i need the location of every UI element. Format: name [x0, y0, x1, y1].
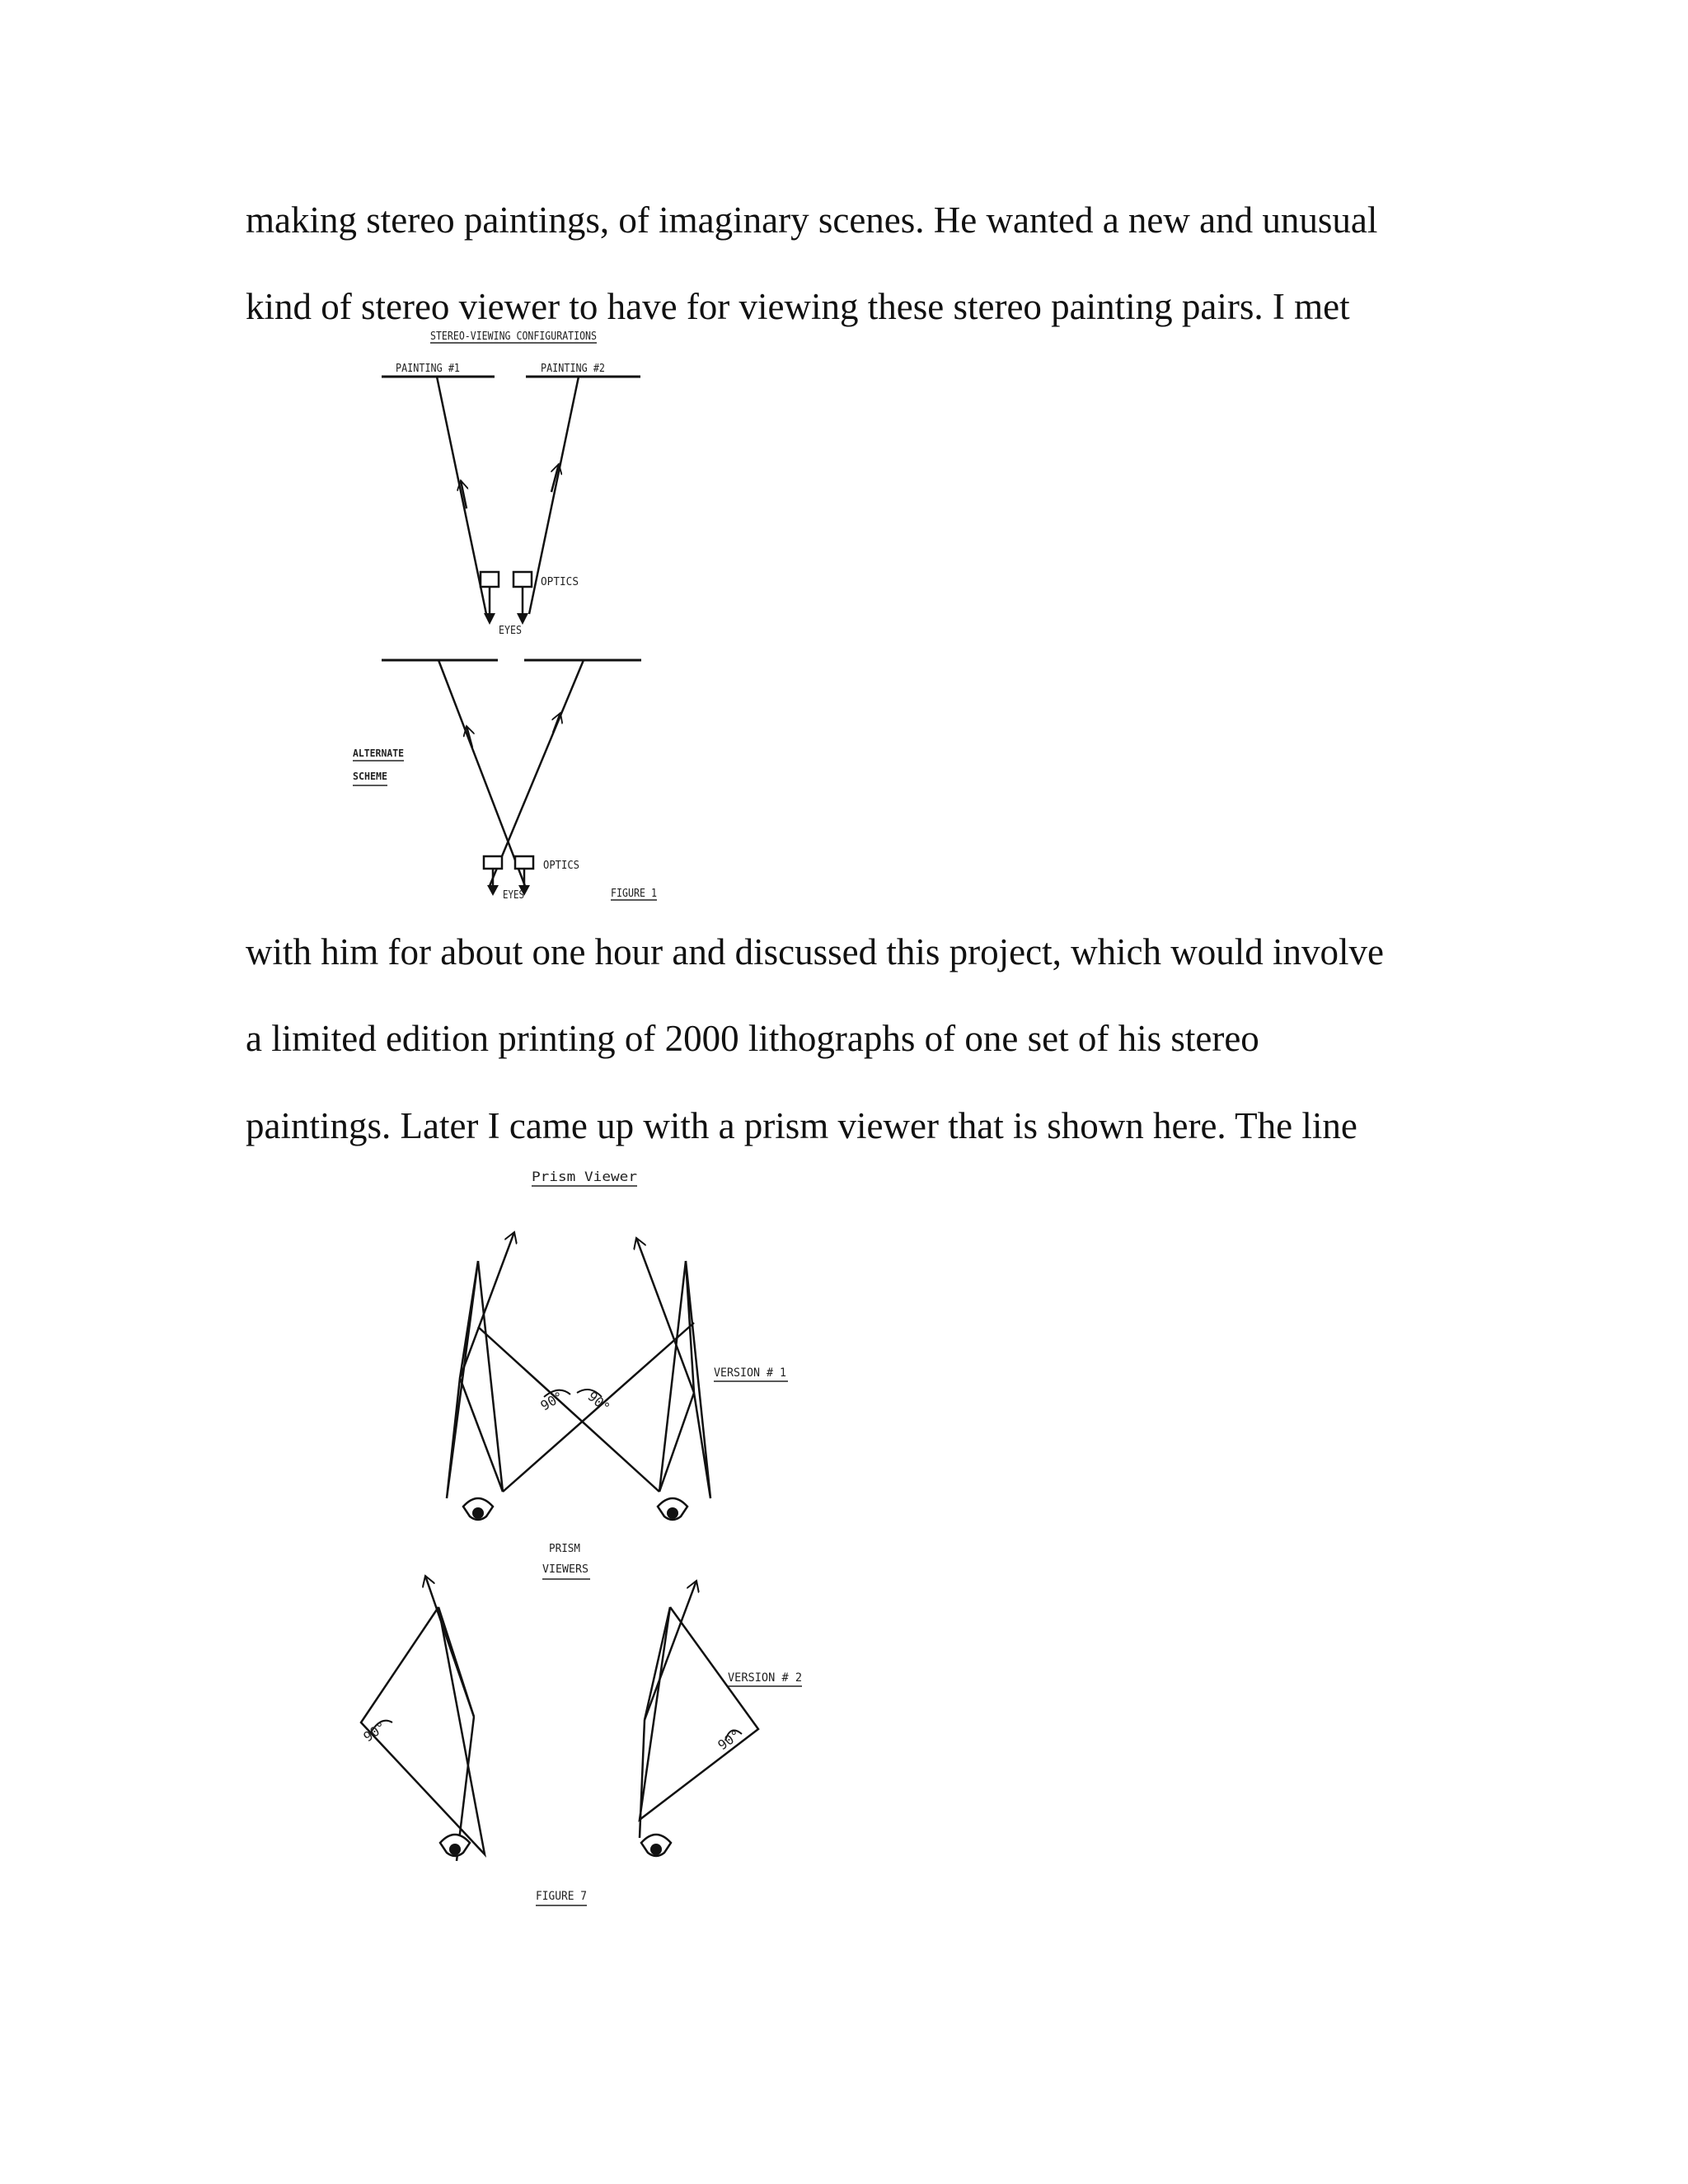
version-1-left-angle: 90°: [537, 1388, 567, 1414]
version-2-right-prism: [640, 1581, 758, 1838]
version-1-label: VERSION # 1: [714, 1366, 786, 1380]
eyes-label-top: EYES: [499, 625, 522, 637]
version-1-left-pupil: [472, 1507, 484, 1519]
paragraph-line-5: paintings. Later I came up with a prism viewer that is shown here. The line: [246, 1105, 1357, 1146]
paragraph-line-1: making stereo paintings, of imaginary scenes. He wanted a new and unusual: [246, 199, 1378, 241]
prism-viewer-figure: [338, 1162, 832, 1920]
version-2-left-pupil: [449, 1844, 461, 1855]
alternate-left-eye-arrow-icon: [487, 885, 499, 896]
version-2-label: VERSION # 2: [728, 1671, 802, 1685]
scheme-label: SCHEME: [353, 771, 387, 782]
version-2-right-angle: 90°: [715, 1727, 743, 1754]
version-1-right-prism: [478, 1238, 710, 1498]
painting-1-label: PAINTING #1: [396, 363, 460, 375]
stereo-viewing-configurations-figure: [330, 326, 692, 903]
prism-label: PRISM: [549, 1543, 581, 1555]
alternate-label: ALTERNATE: [353, 748, 404, 759]
paragraph-line-4: a limited edition printing of 2000 lithographs of one set of his stereo: [246, 1018, 1259, 1059]
figure1-title: STEREO-VIEWING CONFIGURATIONS: [430, 330, 597, 343]
right-eye-arrow-icon: [517, 613, 528, 625]
version-1-left-prism: [447, 1232, 694, 1498]
optics-label-top: OPTICS: [541, 576, 579, 588]
paragraph-line-3: with him for about one hour and discussed this project, which would involve: [246, 931, 1385, 972]
prism-viewer-title: Prism Viewer: [532, 1169, 638, 1184]
version-1-right-pupil: [667, 1507, 678, 1519]
eyes-label-bottom: EYES: [503, 889, 524, 902]
top-optics-icon: [481, 572, 532, 615]
paragraph-line-2: kind of stereo viewer to have for viewing these stereo painting pairs. I met: [246, 286, 1350, 327]
left-eye-arrow-icon: [484, 613, 495, 625]
version-1-right-angle: 90°: [584, 1388, 613, 1416]
optics-label-bottom: OPTICS: [543, 860, 579, 872]
version-2-left-angle: 90°: [360, 1718, 389, 1746]
figure-7-caption: FIGURE 7: [536, 1890, 587, 1903]
figure-1-caption: FIGURE 1: [611, 888, 657, 900]
version-2-right-pupil: [650, 1844, 662, 1855]
crossed-view-rays: [438, 660, 584, 886]
painting-2-label: PAINTING #2: [541, 363, 605, 375]
viewers-label: VIEWERS: [542, 1563, 588, 1576]
